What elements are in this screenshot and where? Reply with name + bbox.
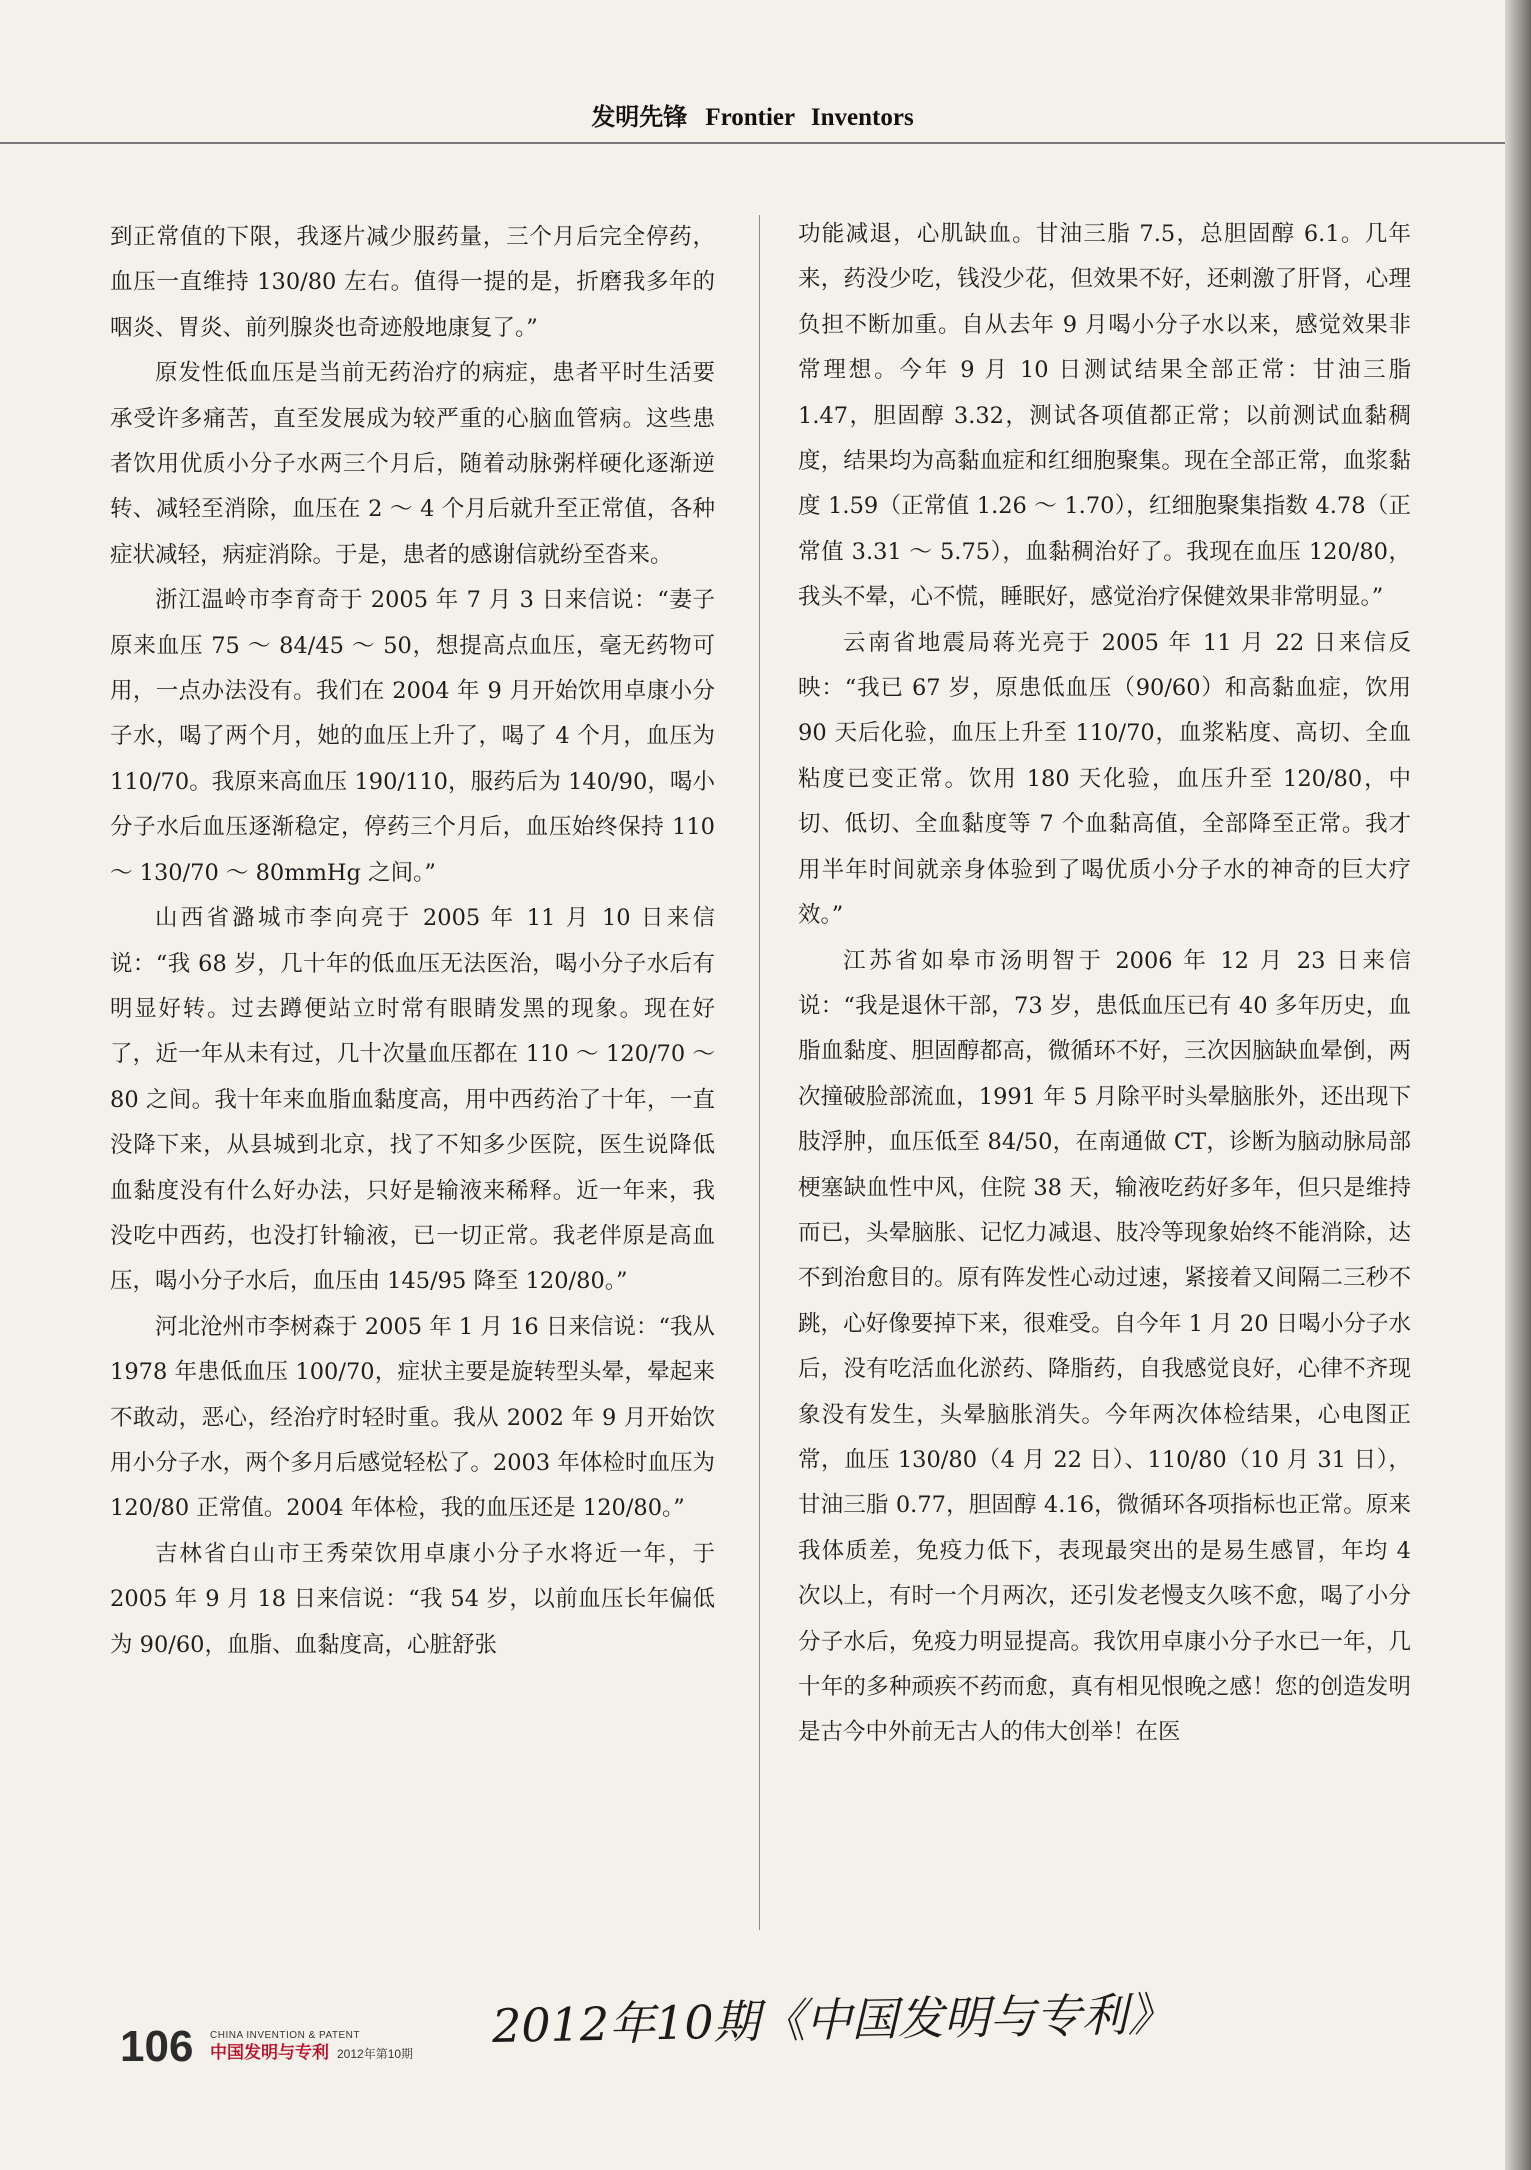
left-column xyxy=(110,215,715,1668)
page-number: 106 xyxy=(120,2022,194,2071)
page-edge-shadow xyxy=(1505,0,1531,2170)
magazine-name-en: CHINA INVENTION & PATENT xyxy=(210,2030,360,2041)
paragraph: 功能减退，心肌缺血。甘油三脂 7.5，总胆固醇 6.1。几年来，药没少吃，钱没少花，但效果不好，还刺激了肝肾，心理负担不断加重。自从去年 9 月喝小分子水以来，感觉效果非常理想。今年 9 月 10 日测试结果全部正常：甘油三脂 1.47，胆固醇 3.32，测试各项值都正常；以前测试血黏稠度，结果均为高黏血症和红细胞聚集。现在全部正常，血浆黏度 1.59（正常值 1.26 ～ 1.70），红细胞聚集指数 4.78（正常值 3.31 ～ 5.75），血黏稠治好了。我现在血压 120/80，我头不晕，心不慌，睡眠好，感觉治疗保健效果非常明显。” xyxy=(798,221,1411,611)
paragraph: 吉林省白山市王秀荣饮用卓康小分子水将近一年，于 2005 年 9 月 18 日来信说：“我 54 岁，以前血压长年偏低为 90/60，血脂、血黏度高，心脏舒张 xyxy=(110,1540,715,1658)
section-header-zh: 发明先锋 xyxy=(591,103,688,131)
magazine-name-zh-text: 中国发明与专利 xyxy=(210,2043,329,2062)
paragraph: 到正常值的下限，我逐片减少服药量，三个月后完全停药，血压一直维持 130/80 左右。值得一提的是，折磨我多年的咽炎、胃炎、前列腺炎也奇迹般地康复了。” xyxy=(110,224,715,341)
right-column xyxy=(798,212,1411,1756)
section-header-en: Frontier Inventors xyxy=(705,104,914,131)
handwritten-note: 2012年10期《中国发明与专利》 xyxy=(491,1987,1175,2053)
paragraph: 山西省潞城市李向亮于 2005 年 11 月 10 日来信说：“我 68 岁，几十年的低血压无法医治，喝小分子水后有明显好转。过去蹲便站立时常有眼睛发黑的现象。现在好了，近一年从未有过，几十次量血压都在 110 ～ 120/70 ～ 80 之间。我十年来血脂血黏度高，用中西药治了十年，一直没降下来，从县城到北京，找了不知多少医院，医生说降低血黏度没有什么好办法，只好是输液来稀释。近一年来，我没吃中西药，也没打针输液，已一切正常。我老伴原是高血压，喝小分子水后，血压由 145/95 降至 120/80。” xyxy=(110,905,715,1295)
section-header xyxy=(0,92,1505,142)
paragraph: 浙江温岭市李育奇于 2005 年 7 月 3 日来信说：“妻子原来血压 75 ～ 84/45 ～ 50，想提高点血压，毫无药物可用，一点办法没有。我们在 2004 年 9 月开始饮用卓康小分子水，喝了两个月，她的血压上升了，喝了 4 个月，血压为 110/70。我原来高血压 190/110，服药后为 140/90，喝小分子水后血压逐渐稳定，停药三个月后，血压始终保持 110 ～ 130/70 ～ 80mmHg 之间。” xyxy=(110,587,715,886)
paragraph: 河北沧州市李树森于 2005 年 1 月 16 日来信说：“我从 1978 年患低血压 100/70，症状主要是旋转型头晕，晕起来不敢动，恶心，经治疗时轻时重。我从 2002 年 9 月开始饮用小分子水，两个多月后感觉轻松了。2003 年体检时血压为 120/80 正常值。2004 年体检，我的血压还是 120/80。” xyxy=(110,1313,715,1522)
column-divider xyxy=(759,215,760,1930)
paragraph: 云南省地震局蒋光亮于 2005 年 11 月 22 日来信反映：“我已 67 岁，原患低血压（90/60）和高黏血症，饮用 90 天后化验，血压上升至 110/70，血浆粘度、高切、全血粘度已变正常。饮用 180 天化验，血压升至 120/80，中切、低切、全血黏度等 7 个血黏高值，全部降至正常。我才用半年时间就亲身体验到了喝优质小分子水的神奇的巨大疗效。” xyxy=(798,629,1411,929)
paragraph: 江苏省如皋市汤明智于 2006 年 12 月 23 日来信说：“我是退休干部，73 岁，患低血压已有 40 多年历史，血脂血黏度、胆固醇都高，微循环不好，三次因脑缺血晕倒，两次撞破脸部流血，1991 年 5 月除平时头晕脑胀外，还出现下肢浮肿，血压低至 84/50，在南通做 CT，诊断为脑动脉局部梗塞缺血性中风，住院 38 天，输液吃药好多年，但只是维持而已，头晕脑胀、记忆力减退、肢冷等现象始终不能消除，达不到治愈目的。原有阵发性心动过速，紧接着又间隔二三秒不跳，心好像要掉下来，很难受。自今年 1 月 20 日喝小分子水后，没有吃活血化淤药、降脂药，自我感觉良好，心律不齐现象没有发生，头晕脑胀消失。今年两次体检结果，心电图正常，血压 130/80（4 月 22 日）、110/80（10 月 31 日），甘油三脂 0.77，胆固醇 4.16，微循环各项指标也正常。原来我体质差，免疫力低下，表现最突出的是易生感冒，年均 4 次以上，有时一个月两次，还引发老慢支久咳不愈，喝了小分分子水后，免疫力明显提高。我饮用卓康小分子水已一年，几十年的多种顽疾不药而愈，真有相见恨晚之感！您的创造发明是古今中外前无古人的伟大创举！在医 xyxy=(798,947,1411,1746)
issue-label: 2012年第10期 xyxy=(337,2047,414,2061)
magazine-name-zh xyxy=(210,2042,413,2065)
magazine-brand xyxy=(210,2030,413,2065)
paragraph: 原发性低血压是当前无药治疗的病症，患者平时生活要承受许多痛苦，直至发展成为较严重的心脑血管病。这些患者饮用优质小分子水两三个月后，随着动脉粥样硬化逐渐逆转、减轻至消除，血压在 2 ～ 4 个月后就升至正常值，各种症状减轻，病症消除。于是，患者的感谢信就纷至沓来。 xyxy=(110,360,715,568)
header-divider xyxy=(0,142,1505,144)
